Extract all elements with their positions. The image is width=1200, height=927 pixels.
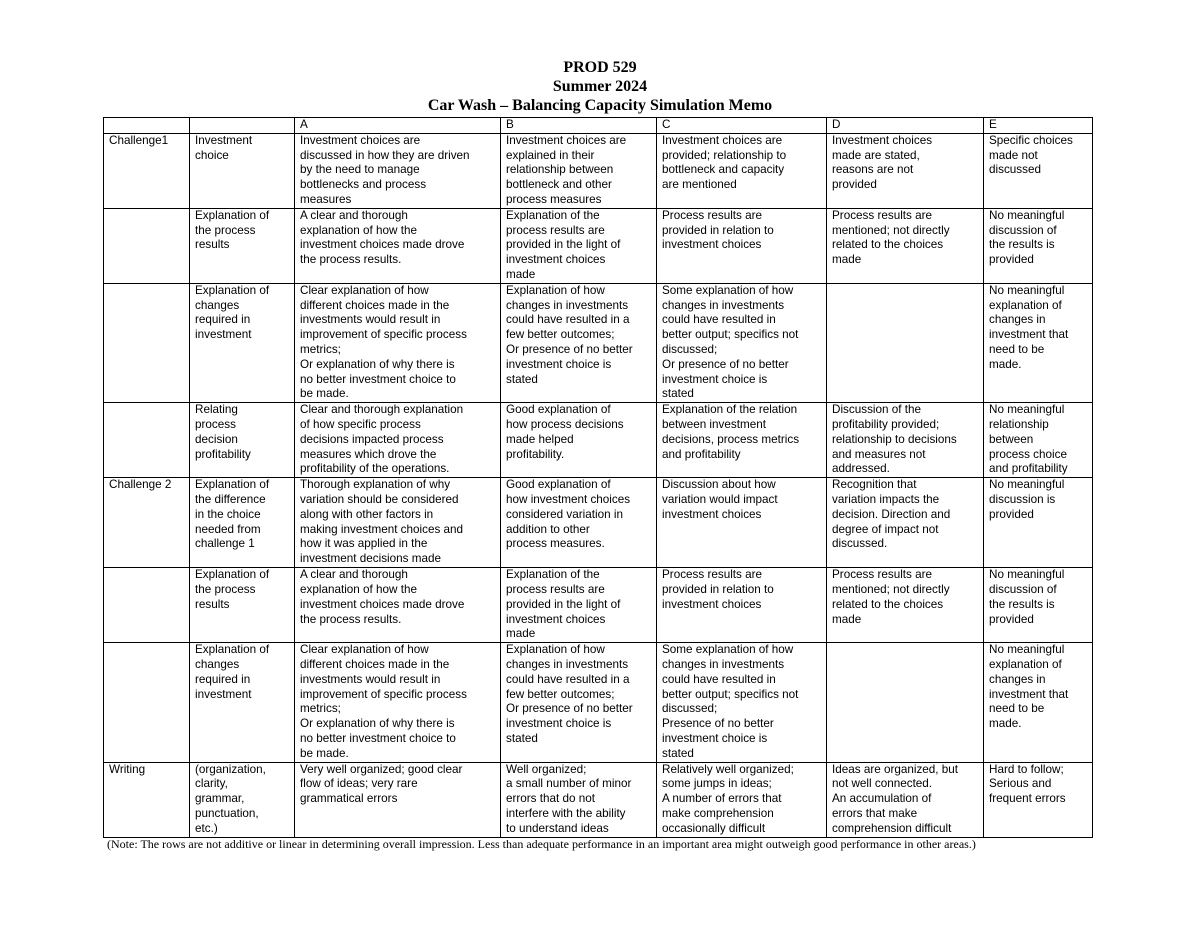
column-header <box>190 118 295 134</box>
table-row <box>104 133 1093 208</box>
cell-b: Good explanation of how investment choices considered variation in addition to other process measures. <box>501 478 657 568</box>
cell-c: Some explanation of how changes in investments could have resulted in better output; specifics not discussed; Presence of no better investment choice is stated <box>657 643 827 762</box>
cell-b: Good explanation of how process decisions made helped profitability. <box>501 403 657 478</box>
criterion-cell: (organization, clarity, grammar, punctuation, etc.) <box>190 762 295 837</box>
cell-a: Clear explanation of how different choices made in the investments would result in improvement of specific process metrics; Or explanation of why there is no better investment choice to be made. <box>295 643 501 762</box>
cell-c: Discussion about how variation would impact investment choices <box>657 478 827 568</box>
cell-e: No meaningful discussion is provided <box>984 478 1093 568</box>
cell-d: Recognition that variation impacts the decision. Direction and degree of impact not discussed. <box>827 478 984 568</box>
section-cell <box>104 643 190 762</box>
cell-b: Explanation of how changes in investments could have resulted in a few better outcomes; Or presence of no better investment choice is stated <box>501 643 657 762</box>
cell-e: No meaningful discussion of the results is provided <box>984 568 1093 643</box>
cell-b: Explanation of how changes in investments could have resulted in a few better outcomes; Or presence of no better investment choice is stated <box>501 283 657 402</box>
cell-b: Investment choices are explained in their relationship between bottleneck and other process measures <box>501 133 657 208</box>
term: Summer 2024 <box>552 78 648 95</box>
cell-d: Process results are mentioned; not directly related to the choices made <box>827 568 984 643</box>
cell-e: No meaningful discussion of the results is provided <box>984 208 1093 283</box>
cell-d: Process results are mentioned; not directly related to the choices made <box>827 208 984 283</box>
cell-a: Thorough explanation of why variation should be considered along with other factors in making investment choices and how it was applied in the investment decisions made <box>295 478 501 568</box>
cell-d: Investment choices made are stated, reasons are not provided <box>827 133 984 208</box>
footnote: (Note: The rows are not additive or linear in determining overall impression. Less than adequate performance in an important area might outweigh good performance in other areas.) <box>107 837 976 851</box>
cell-d <box>827 643 984 762</box>
criterion-cell: Explanation of the process results <box>190 568 295 643</box>
section-cell: Writing <box>104 762 190 837</box>
header-row <box>104 118 1093 134</box>
cell-e: Hard to follow; Serious and frequent errors <box>984 762 1093 837</box>
cell-a: Investment choices are discussed in how they are driven by the need to manage bottlenecks and process measures <box>295 133 501 208</box>
cell-d: Ideas are organized, but not well connected. An accumulation of errors that make comprehension difficult <box>827 762 984 837</box>
section-cell: Challenge 2 <box>104 478 190 568</box>
cell-a: A clear and thorough explanation of how the investment choices made drove the process results. <box>295 568 501 643</box>
cell-b: Well organized; a small number of minor errors that do not interfere with the ability to understand ideas <box>501 762 657 837</box>
cell-a: Clear explanation of how different choices made in the investments would result in improvement of specific process metrics; Or explanation of why there is no better investment choice to be made. <box>295 283 501 402</box>
column-header-d: D <box>827 118 984 134</box>
cell-e: No meaningful relationship between process choice and profitability <box>984 403 1093 478</box>
cell-d: Discussion of the profitability provided; relationship to decisions and measures not addressed. <box>827 403 984 478</box>
criterion-cell: Explanation of the process results <box>190 208 295 283</box>
criterion-cell: Investment choice <box>190 133 295 208</box>
criterion-cell: Explanation of the difference in the choice needed from challenge 1 <box>190 478 295 568</box>
table-row <box>104 568 1093 643</box>
cell-e: Specific choices made not discussed <box>984 133 1093 208</box>
rubric-table <box>103 117 1093 838</box>
criterion-cell: Relating process decision profitability <box>190 403 295 478</box>
column-header <box>104 118 190 134</box>
cell-c: Process results are provided in relation to investment choices <box>657 568 827 643</box>
table-row <box>104 478 1093 568</box>
section-cell <box>104 283 190 402</box>
cell-c: Some explanation of how changes in investments could have resulted in better output; specifics not discussed; Or presence of no better investment choice is stated <box>657 283 827 402</box>
section-cell <box>104 208 190 283</box>
document-header <box>0 58 1200 115</box>
cell-c: Relatively well organized; some jumps in ideas; A number of errors that make comprehension occasionally difficult <box>657 762 827 837</box>
criterion-cell: Explanation of changes required in investment <box>190 643 295 762</box>
cell-c: Process results are provided in relation to investment choices <box>657 208 827 283</box>
cell-c: Explanation of the relation between investment decisions, process metrics and profitability <box>657 403 827 478</box>
document-title: Car Wash – Balancing Capacity Simulation Memo <box>427 97 773 114</box>
column-header-e: E <box>984 118 1093 134</box>
table-row <box>104 762 1093 837</box>
column-header-c: C <box>657 118 827 134</box>
table-row <box>104 283 1093 402</box>
table-row <box>104 643 1093 762</box>
section-cell <box>104 403 190 478</box>
course-code: PROD 529 <box>563 59 637 76</box>
criterion-cell: Explanation of changes required in investment <box>190 283 295 402</box>
cell-b: Explanation of the process results are provided in the light of investment choices made <box>501 568 657 643</box>
cell-e: No meaningful explanation of changes in investment that need to be made. <box>984 283 1093 402</box>
cell-d <box>827 283 984 402</box>
cell-c: Investment choices are provided; relationship to bottleneck and capacity are mentioned <box>657 133 827 208</box>
section-cell: Challenge1 <box>104 133 190 208</box>
column-header-a: A <box>295 118 501 134</box>
table-row <box>104 208 1093 283</box>
cell-a: A clear and thorough explanation of how the investment choices made drove the process results. <box>295 208 501 283</box>
cell-a: Very well organized; good clear flow of ideas; very rare grammatical errors <box>295 762 501 837</box>
cell-b: Explanation of the process results are provided in the light of investment choices made <box>501 208 657 283</box>
column-header-b: B <box>501 118 657 134</box>
cell-a: Clear and thorough explanation of how specific process decisions impacted process measures which drove the profitability of the operations. <box>295 403 501 478</box>
cell-e: No meaningful explanation of changes in investment that need to be made. <box>984 643 1093 762</box>
section-cell <box>104 568 190 643</box>
table-row <box>104 403 1093 478</box>
